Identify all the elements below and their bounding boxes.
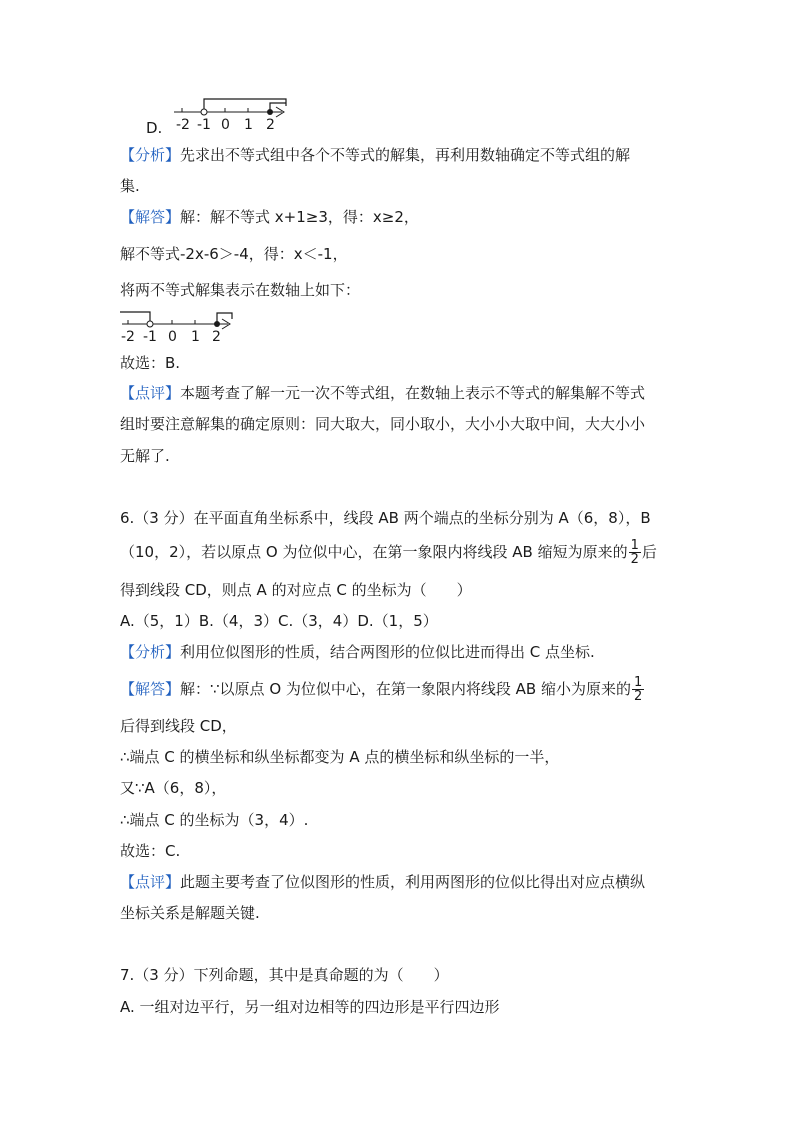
tick-label: -1 (143, 329, 157, 345)
q6-options: A.（5，1）B.（4，3）C.（3，4）D.（1，5） (120, 612, 438, 630)
q6-stem: 6.（3 分）在平面直角坐标系中，线段 AB 两个端点的坐标分别为 A（6，8），B (120, 509, 651, 527)
tick-label: 1 (191, 329, 200, 345)
tick-label: 0 (221, 117, 230, 133)
q6-answer-line: ∴端点 C 的横坐标和纵坐标都变为 A 点的横坐标和纵坐标的一半， (120, 748, 560, 766)
answer-tag: 【解答】 (120, 680, 181, 698)
q5-comment-line: 组时要注意解集的确定原则：同大取大，同小取小，大小小大取中间，大大小小 (120, 415, 646, 433)
tick-label: -2 (121, 329, 135, 345)
analysis-text: 先求出不等式组中各个不等式的解集，再利用数轴确定不等式组的解 (180, 146, 631, 164)
analysis-text: 利用位似图形的性质，结合两图形的位似比进而得出 C 点坐标. (180, 643, 595, 661)
comment-tag: 【点评】 (120, 384, 181, 402)
q6-answer-line: 又∵A（6，8）， (120, 779, 227, 797)
tick-label: 2 (266, 117, 275, 133)
answer-text: 解：∵以原点 O 为位似中心，在第一象限内将线段 AB 缩小为原来的 (180, 680, 631, 698)
q6-stem-line: （10，2），若以原点 O 为位似中心，在第一象限内将线段 AB 缩短为原来的 $\frac{1}{2}$ 后 (120, 538, 657, 567)
q6-answer-line: ∴端点 C 的坐标为（3，4）. (120, 811, 309, 829)
q5-analysis-cont: 集. (120, 177, 140, 195)
tick-label: 1 (244, 117, 253, 133)
tick-label: 2 (212, 329, 221, 345)
q7-option-a: A. 一组对边平行，另一组对边相等的四边形是平行四边形 (120, 998, 500, 1016)
q7-stem: 7.（3 分）下列命题，其中是真命题的为（ ） (120, 966, 449, 984)
q5-answer-line: 将两不等式解集表示在数轴上如下： (120, 281, 361, 299)
q5-comment (120, 383, 645, 403)
q6-comment-line: 坐标关系是解题关键. (120, 904, 260, 922)
q5-answer-line: 解不等式-2x-6＞-4，得：x＜-1， (120, 245, 348, 263)
q6-stem-line: 得到线段 CD，则点 A 的对应点 C 的坐标为（ ） (120, 581, 472, 599)
q5-choice: 故选：B. (120, 354, 181, 372)
analysis-tag: 【分析】 (120, 643, 181, 661)
tick-label: 0 (168, 329, 177, 345)
q5-number-line (118, 310, 242, 346)
option-d-label: D. (146, 119, 163, 137)
option-d-number-line (170, 96, 294, 132)
q6-comment (120, 872, 645, 892)
answer-tag: 【解答】 (120, 208, 181, 226)
analysis-tag: 【分析】 (120, 146, 181, 164)
q6-analysis (120, 642, 595, 662)
q5-analysis (120, 145, 630, 165)
q5-comment-line: 无解了. (120, 447, 170, 465)
q6-answer (120, 676, 645, 703)
comment-text: 本题考查了解一元一次不等式组，在数轴上表示不等式的解集解不等式 (180, 384, 646, 402)
q6-choice: 故选：C. (120, 842, 181, 860)
comment-tag: 【点评】 (120, 873, 181, 891)
fraction-one-half: $\frac{1}{2}$ (634, 675, 643, 704)
q5-answer (120, 207, 419, 227)
tick-label: -1 (197, 117, 211, 133)
comment-text: 此题主要考查了位似图形的性质，利用两图形的位似比得出对应点横纵 (180, 873, 646, 891)
tick-label: -2 (176, 117, 190, 133)
q6-answer-line: 后得到线段 CD， (120, 717, 237, 735)
fraction-one-half: $\frac{1}{2}$ (630, 538, 639, 567)
answer-text: 解：解不等式 x+1≥3，得：x≥2， (180, 208, 419, 226)
